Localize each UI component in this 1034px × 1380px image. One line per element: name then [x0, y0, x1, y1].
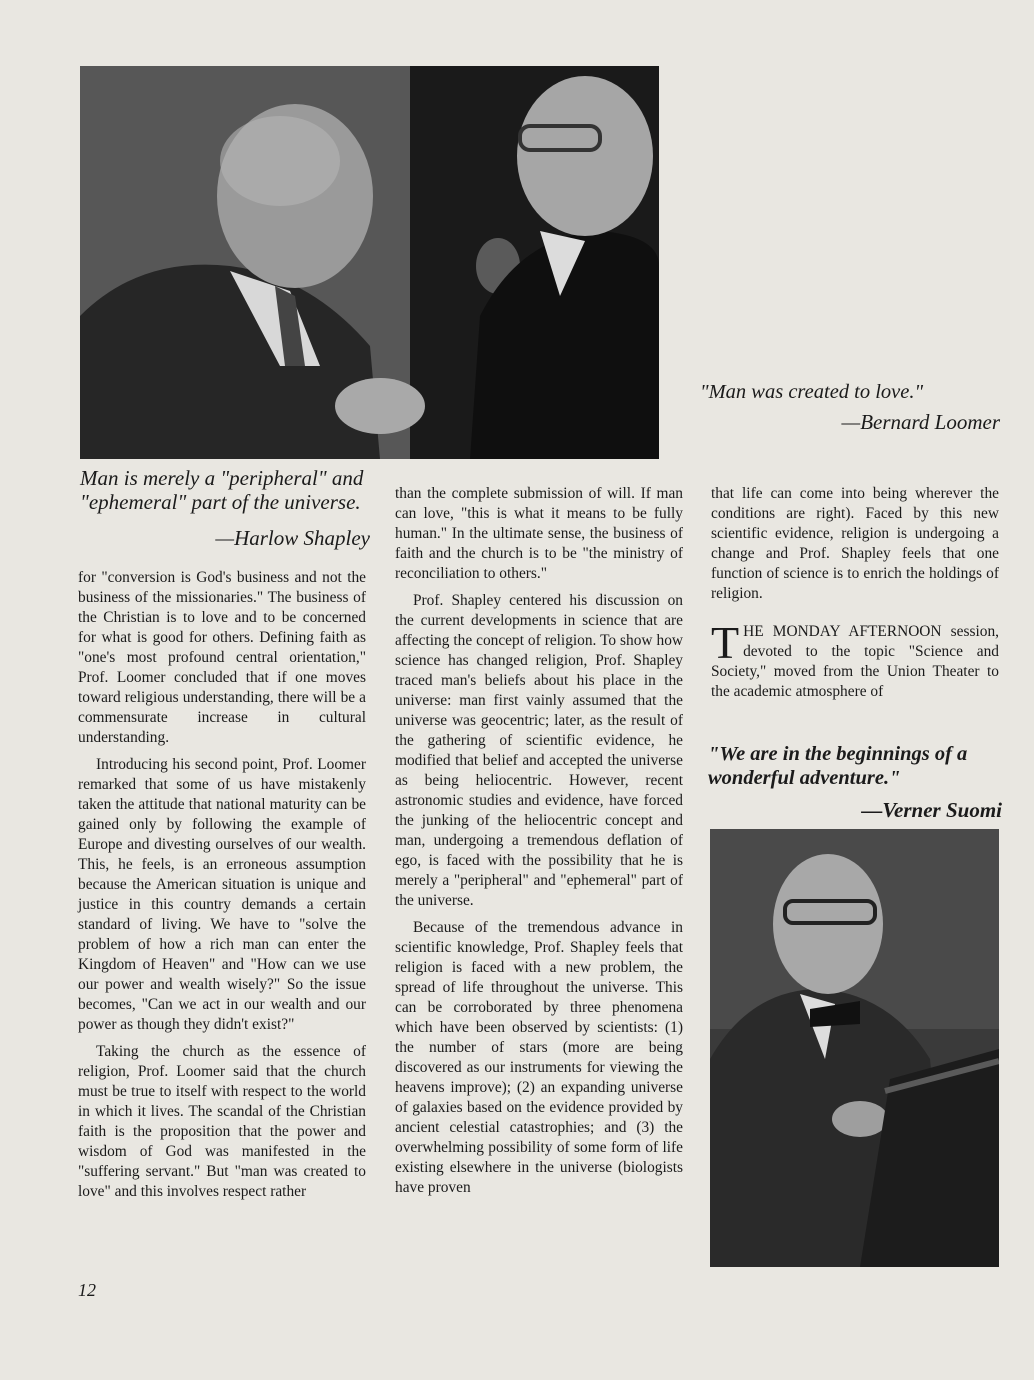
paragraph: Prof. Shapley centered his discussion on the current developments in science that are affecting the concept of religion. To show how science has changed religion, Prof. Shapley traced man's beliefs about his place in the universe: man first vainly assumed that the universe was geocentric; later, as the result of the gathering of scientific evidence, he modified that belief and accepted the universe as being heliocentric. However, recent astronomic studies and evidence, have forced the junking of the heliocentric concept and man, undergoing a tremendous deflation of ego, is faced with the possibility that he is merely a "peripheral" and "ephemeral" part of the universe. [395, 592, 683, 909]
quote-loomer [700, 380, 1000, 434]
quote-text: "We are in the beginnings of a wonderful adventure." [708, 743, 968, 789]
paragraph: than the complete submission of will. If man can love, "this is what it means to be fully human." In the ultimate sense, the business of faith and the church is to be "the ministry of reconciliation to others." [395, 485, 683, 582]
paragraph: Introducing his second point, Prof. Loomer remarked that some of us have mistakenly taken the attitude that national maturity can be gained only by following the example of Europe and divesting ourselves of our wealth. This, he feels, is an erroneous assumption because the American situation is unique and justice in this country demands a certain standard of living. We have to "solve the problem of how a rich man can enter the Kingdom of Heaven" and "How can we use our power and wealth wisely?" So the issue becomes, "Can we act in our wealth and our power as though they didn't exist?" [78, 756, 366, 1033]
page-number: 12 [78, 1280, 96, 1300]
section-lead-text: HE MONDAY AFTERNOON session, devoted to the topic "Science and Society," moved from the Union Theater to the academic atmosphere of [711, 623, 999, 700]
paragraph: Because of the tremendous advance in scientific knowledge, Prof. Shapley feels that religion is faced with a new problem, the spread of life throughout the universe. This can be corroborated by three phenomena which have been observed by scientists: (1) the number of stars (more are being discovered as our instruments for viewing the heavens improve); (2) an expanding universe of galaxies based on the evidence provided by ancient celestial catastrophies; and (3) the overwhelming possibility of some form of life existing elsewhere in the universe (biologists have proven [395, 919, 683, 1196]
section-lead-paragraph [711, 617, 999, 702]
quote-shapley [80, 466, 370, 550]
paragraph: that life can come into being wherever the conditions are right). Faced by this new scientific evidence, religion is undergoing a change and Prof. Shapley feels that one function of science is to enrich the holdings of religion. [711, 485, 999, 602]
text-column-2 [395, 484, 683, 1205]
text-column-3 [711, 484, 999, 709]
drop-cap: T [711, 617, 740, 668]
photo-speaker-at-podium [710, 829, 999, 1267]
paragraph: for "conversion is God's business and not the business of the missionaries." The business of the Christian is to love and to be concerned for what is good for others. Defining faith as "one's most profound central orientation," Prof. Loomer concluded that if one moves toward religious understanding, there will be a commensurate increase in cultural understanding. [78, 569, 366, 746]
quote-text: "Man was created to love." [700, 381, 924, 403]
photo-illustration [710, 829, 999, 1267]
quote-attribution: —Verner Suomi [861, 798, 1002, 822]
quote-attribution: —Harlow Shapley [215, 526, 370, 550]
quote-suomi [708, 742, 1002, 822]
photo-two-men-conversing [80, 66, 659, 459]
text-column-1 [78, 568, 366, 1209]
paragraph: Taking the church as the essence of religion, Prof. Loomer said that the church must be true to itself with respect to the world in which it lives. The scandal of the Christian faith is the proposition that the power and wisdom of God was manifested in the "suffering servant." But "man was created to love" and this involves respect rather [78, 1043, 366, 1200]
quote-attribution: —Bernard Loomer [841, 410, 1000, 434]
quote-text: Man is merely a "peripheral" and "ephemeral" part of the universe. [80, 466, 364, 514]
photo-illustration [80, 66, 659, 459]
